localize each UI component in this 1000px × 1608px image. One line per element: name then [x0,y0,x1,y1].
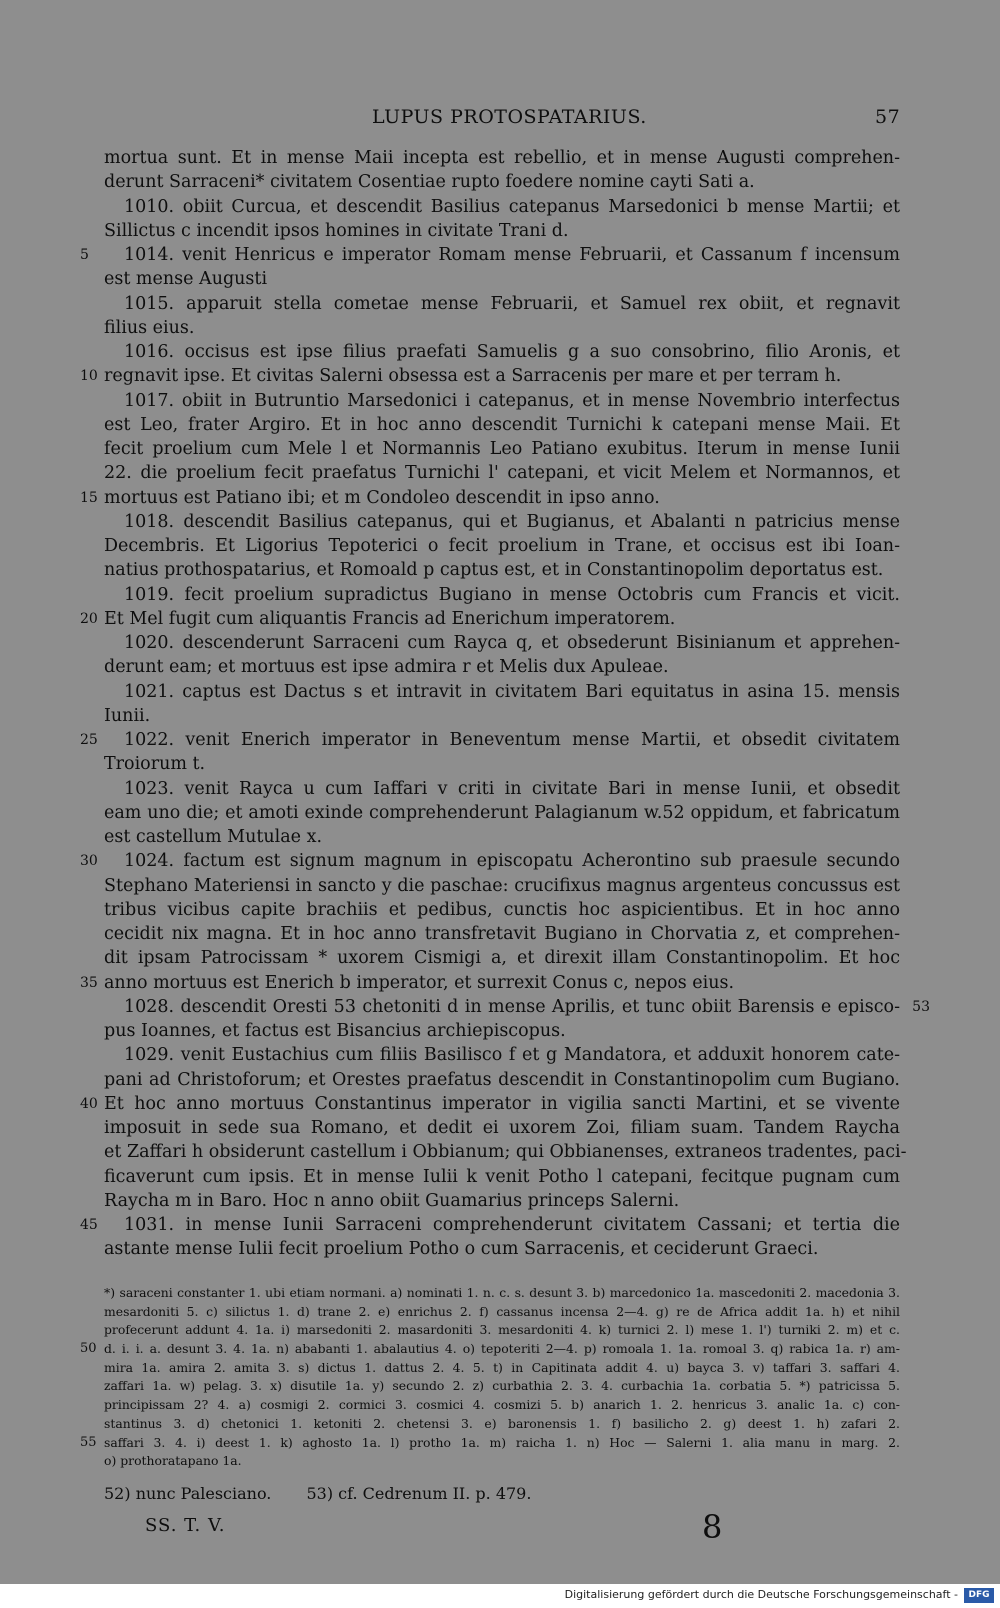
main-line-text: 1028. descendit Oresti 53 chetoniti d in mense Aprilis, et tunc obiit Barensis e episco- [124,996,900,1017]
main-line [104,922,900,946]
funding-bar [0,1584,1000,1608]
main-line-text: cecidit nix magna. Et in hoc anno transfretavit Bugiano in Chorvatia z, et comprehen- [104,924,900,944]
page-number: 57 [875,106,901,128]
apparatus-line-text: *) saraceni constanter 1. ubi etiam normani. a) nominati 1. n. c. s. desunt 3. b) marcedonico 1a. mascedoniti 2. macedonia 3. [104,1285,900,1300]
main-line-text: 1015. apparuit stella cometae mense Februarii, et Samuel rex obiit, et regnavit [124,293,900,314]
apparatus-line-text: principissam 2? 4. a) cosmigi 2. cormici 3. cosmici 4. cosmizi 5. b) anarich 1. 2. henricus 3. analic 1a. c) con- [104,1397,900,1413]
line-number: 30 [80,853,98,870]
main-line [104,340,900,364]
apparatus-line [104,1303,900,1322]
main-line [104,1140,907,1164]
main-line [104,1068,900,1092]
main-line [104,389,900,413]
apparatus-line [104,1377,900,1396]
main-line-text: anno mortuus est Enerich b imperator, et surrexit Conus c, nepos eius. [104,972,735,993]
margin-reference: 53 [912,998,930,1015]
main-line [104,801,900,825]
main-line-text: 1020. descenderunt Sarraceni cum Rayca q, et obsederunt Bisinianum et apprehen- [124,633,900,653]
main-line [104,704,900,728]
running-title: LUPUS PROTOSPATARIUS. [372,106,647,128]
main-line-text: pani ad Christoforum; et Orestes praefatus descendit in Constantinopolim cum Bugiano. [104,1069,900,1090]
main-line-text: 1016. occisus est ipse filius praefati Samuelis g a suo consobrino, filio Aronis, et [124,342,900,362]
main-line [104,195,900,219]
main-line [104,995,930,1019]
main-line [104,680,900,704]
gathering-signature: SS. T. V. [145,1515,226,1536]
main-text-body [80,146,930,1262]
main-line-text: est mense Augusti [104,269,268,290]
main-line [104,1116,900,1140]
apparatus-line [104,1321,900,1340]
main-line-text: mortuus est Patiano ibi; et m Condoleo descendit in ipso anno. [104,487,660,508]
main-line [104,510,900,534]
apparatus-line-text: o) prothoratapano 1a. [104,1453,242,1469]
main-line-text: Et Mel fugit cum aliquantis Francis ad Enerichum imperatorem. [104,608,676,629]
line-number: 35 [80,974,98,991]
main-line-text: 22. die proelium fecit praefatus Turnichi l' catepani, et vicit Melem et Normannos, et [104,463,900,484]
main-line [104,1189,900,1213]
apparatus-line [104,1396,900,1415]
apparatus-line [104,1284,900,1303]
main-line-text: imposuit in sede sua Romano, et dedit ei uxorem Zoi, filiam suam. Tandem Raycha [104,1118,900,1138]
main-line [104,1237,900,1261]
main-line [80,1092,900,1116]
apparatus-line [104,1359,900,1378]
funding-text: Digitalisierung gefördert durch die Deutsche Forschungsgemeinschaft - [564,1588,958,1601]
main-line-text: fecit proelium cum Mele l et Normannis Leo Patiano exubitus. Iterum in mense Iunii [104,439,900,459]
dfg-logo-icon: DFG [964,1588,994,1603]
main-line-text: natius prothospatarius, et Romoald p captus est, et in Constantinopolim deportatus est. [104,560,884,581]
main-line-text: derunt Sarraceni* civitatem Cosentiae rupto foedere nomine cayti Sati a. [104,172,755,193]
main-line-text: Sillictus c incendit ipsos homines in civitate Trani d. [104,220,569,241]
main-line-text: est castellum Mutulae x. [104,827,323,847]
main-line [104,631,900,655]
main-line [104,413,900,437]
main-line-text: Stephano Materiensi in sancto y die paschae: crucifixus magnus argenteus concussus est [104,875,900,896]
main-line [80,486,900,510]
main-line-text: 1014. venit Henricus e imperator Romam mense Februarii, et Cassanum f incensum [124,245,900,265]
apparatus-line-text: d. i. i. a. desunt 3. 4. 1a. n) ababanti 1. abalautius 4. o) tepoteriti 2—4. p) romoala 1. 1a. romoal 3. q) rabica 1a. r) am- [104,1341,900,1357]
main-line [104,874,900,898]
main-line [80,243,900,267]
main-line [104,898,900,922]
line-number: 25 [80,732,98,748]
main-line-text: ficaverunt cum ipsis. Et in mense Iulii k venit Potho l catepani, fecitque pugnam cum [104,1166,900,1187]
main-line [104,1019,900,1043]
main-line-text: astante mense Iulii fecit proelium Potho o cum Sarracenis, et ceciderunt Graeci. [104,1239,819,1260]
main-line [104,583,900,607]
main-line-text: mortua sunt. Et in mense Maii incepta est rebellio, et in mense Augusti comprehen- [104,148,900,168]
main-line-text: 1021. captus est Dactus s et intravit in civitatem Bari equitatus in asina 15. mensis [124,681,900,702]
main-line [80,607,900,631]
apparatus-line [80,1340,900,1359]
main-line [104,534,900,558]
main-line-text: dit ipsam Patrocissam * uxorem Cismigi a, et direxit illam Constantinopolim. Et hoc [104,948,900,969]
line-number: 55 [80,1434,97,1450]
main-line-text: Troiorum t. [104,754,206,775]
main-line [104,146,900,170]
main-line-text: pus Ioannes, et factus est Bisancius archiepiscopus. [104,1021,566,1041]
main-line-text: 1019. fecit proelium supradictus Bugiano in mense Octobris cum Francis et vicit. [124,584,900,605]
main-line [80,971,900,995]
main-line-text: 1031. in mense Iunii Sarraceni comprehenderunt civitatem Cassani; et tertia die [124,1215,900,1235]
line-number: 10 [80,368,98,385]
main-line-text: regnavit ipse. Et civitas Salerni obsessa est a Sarracenis per mare et per terram h. [104,366,842,387]
main-line [104,655,900,679]
main-line-text: Decembris. Et Ligorius Tepoterici o fecit proelium in Trane, et occisus est ibi Ioan- [104,536,900,556]
main-line [80,728,900,752]
apparatus-line-text: saffari 3. 4. i) deest 1. k) aghosto 1a. l) protho 1a. m) raicha 1. n) Hoc — Salerni 1. alia manu in marg. 2. [104,1434,900,1450]
main-line-text: 1010. obiit Curcua, et descendit Basilius catepanus Marsedonici b mense Martii; et [124,196,900,217]
apparatus-line [104,1452,900,1471]
main-line [104,267,900,291]
main-line [104,777,900,801]
critical-apparatus [80,1284,900,1471]
main-line [104,946,900,970]
main-line-text: tribus vicibus capite brachiis et pedibus, cunctis hoc aspicientibus. Et in hoc anno [104,899,900,920]
main-line-text: Raycha m in Baro. Hoc n anno obiit Guamarius princeps Salerni. [104,1190,680,1211]
main-line [104,292,900,316]
apparatus-line-text: stantinus 3. d) chetonici 1. ketoniti 2. chetensi 3. e) baronensis 1. f) basilicho 2. g) deest 1. h) zafari 2. [104,1415,900,1431]
main-line [104,1165,900,1189]
main-line [104,316,900,340]
main-line [104,437,900,461]
main-line-text: Et hoc anno mortuus Constantinus imperator in vigilia sancti Martini, et se vivente [104,1093,900,1114]
main-line-text: et Zaffari h obsiderunt castellum i Obbianum; qui Obbianenses, extraneos tradentes, paci- [104,1142,907,1163]
footnotes [104,1484,561,1503]
line-number: 45 [80,1217,98,1233]
apparatus-line-text: profecerunt addunt 4. 1a. i) marsedoniti 2. masardoniti 3. mesardoniti 4. k) turnici 2. l) mese 1. l') turniki 2. m) et c. [104,1322,900,1338]
line-number: 40 [80,1095,98,1112]
main-line [104,1043,900,1067]
apparatus-line-text: zaffari 1a. w) pelag. 3. x) disutile 1a. y) secundo 2. z) curbathia 2. 3. 4. curbachia 1a. corbatia 5. *) patricissa 5. [104,1378,900,1394]
main-line-text: Iunii. [104,705,151,726]
main-line-text: 1023. venit Rayca u cum Iaffari v criti in civitate Bari in mense Iunii, et obsedit [124,778,900,799]
main-line-text: 1017. obiit in Butruntio Marsedonici i catepanus, et in mense Novembrio interfectus [124,390,900,411]
footnote-52: 52) nunc Palesciano. [104,1484,272,1503]
apparatus-line [104,1415,900,1434]
main-line [104,219,900,243]
line-number: 15 [80,489,98,506]
main-line-text: derunt eam; et mortuus est ipse admira r et Melis dux Apuleae. [104,657,669,678]
main-line-text: 1018. descendit Basilius catepanus, qui et Bugianus, et Abalanti n patricius mense [124,511,900,532]
main-line-text: eam uno die; et amoti exinde comprehenderunt Palagianum w.52 oppidum, et fabricatum [104,802,900,823]
line-number: 50 [80,1341,97,1357]
main-line [104,170,900,194]
apparatus-line-text: mira 1a. amira 2. amita 3. s) dictus 1. dattus 2. 4. 5. t) in Capitinata addit 4. u) bayca 3. v) taffari 3. saffari 4. [104,1359,900,1375]
main-line [104,558,900,582]
sheet-number: 8 [702,1508,723,1546]
main-line-text: filius eius. [104,317,195,338]
main-line [80,849,900,873]
apparatus-line-text: mesardoniti 5. c) silictus 1. d) trane 2. e) enrichus 2. f) cassanus incensa 2—4. g) re de Africa addit 1a. h) et nihil [104,1303,900,1319]
apparatus-line [80,1434,900,1453]
main-line-text: 1029. venit Eustachius cum filiis Basilisco f et g Mandatora, et adduxit honorem cate- [124,1045,900,1066]
main-line [80,1213,900,1237]
main-line-text: 1022. venit Enerich imperator in Beneventum mense Martii, et obsedit civitatem [124,730,900,750]
line-number: 20 [80,610,98,627]
footnote-53: 53) cf. Cedrenum II. p. 479. [306,1484,532,1503]
main-line [104,825,900,849]
main-line [104,752,900,776]
line-number: 5 [80,247,89,263]
main-line [104,461,900,485]
main-line [80,364,900,388]
main-line-text: est Leo, frater Argiro. Et in hoc anno descendit Turnichi k catepani mense Maii. Et [104,414,900,435]
main-line-text: 1024. factum est signum magnum in episcopatu Acherontino sub praesule secundo [124,851,900,872]
